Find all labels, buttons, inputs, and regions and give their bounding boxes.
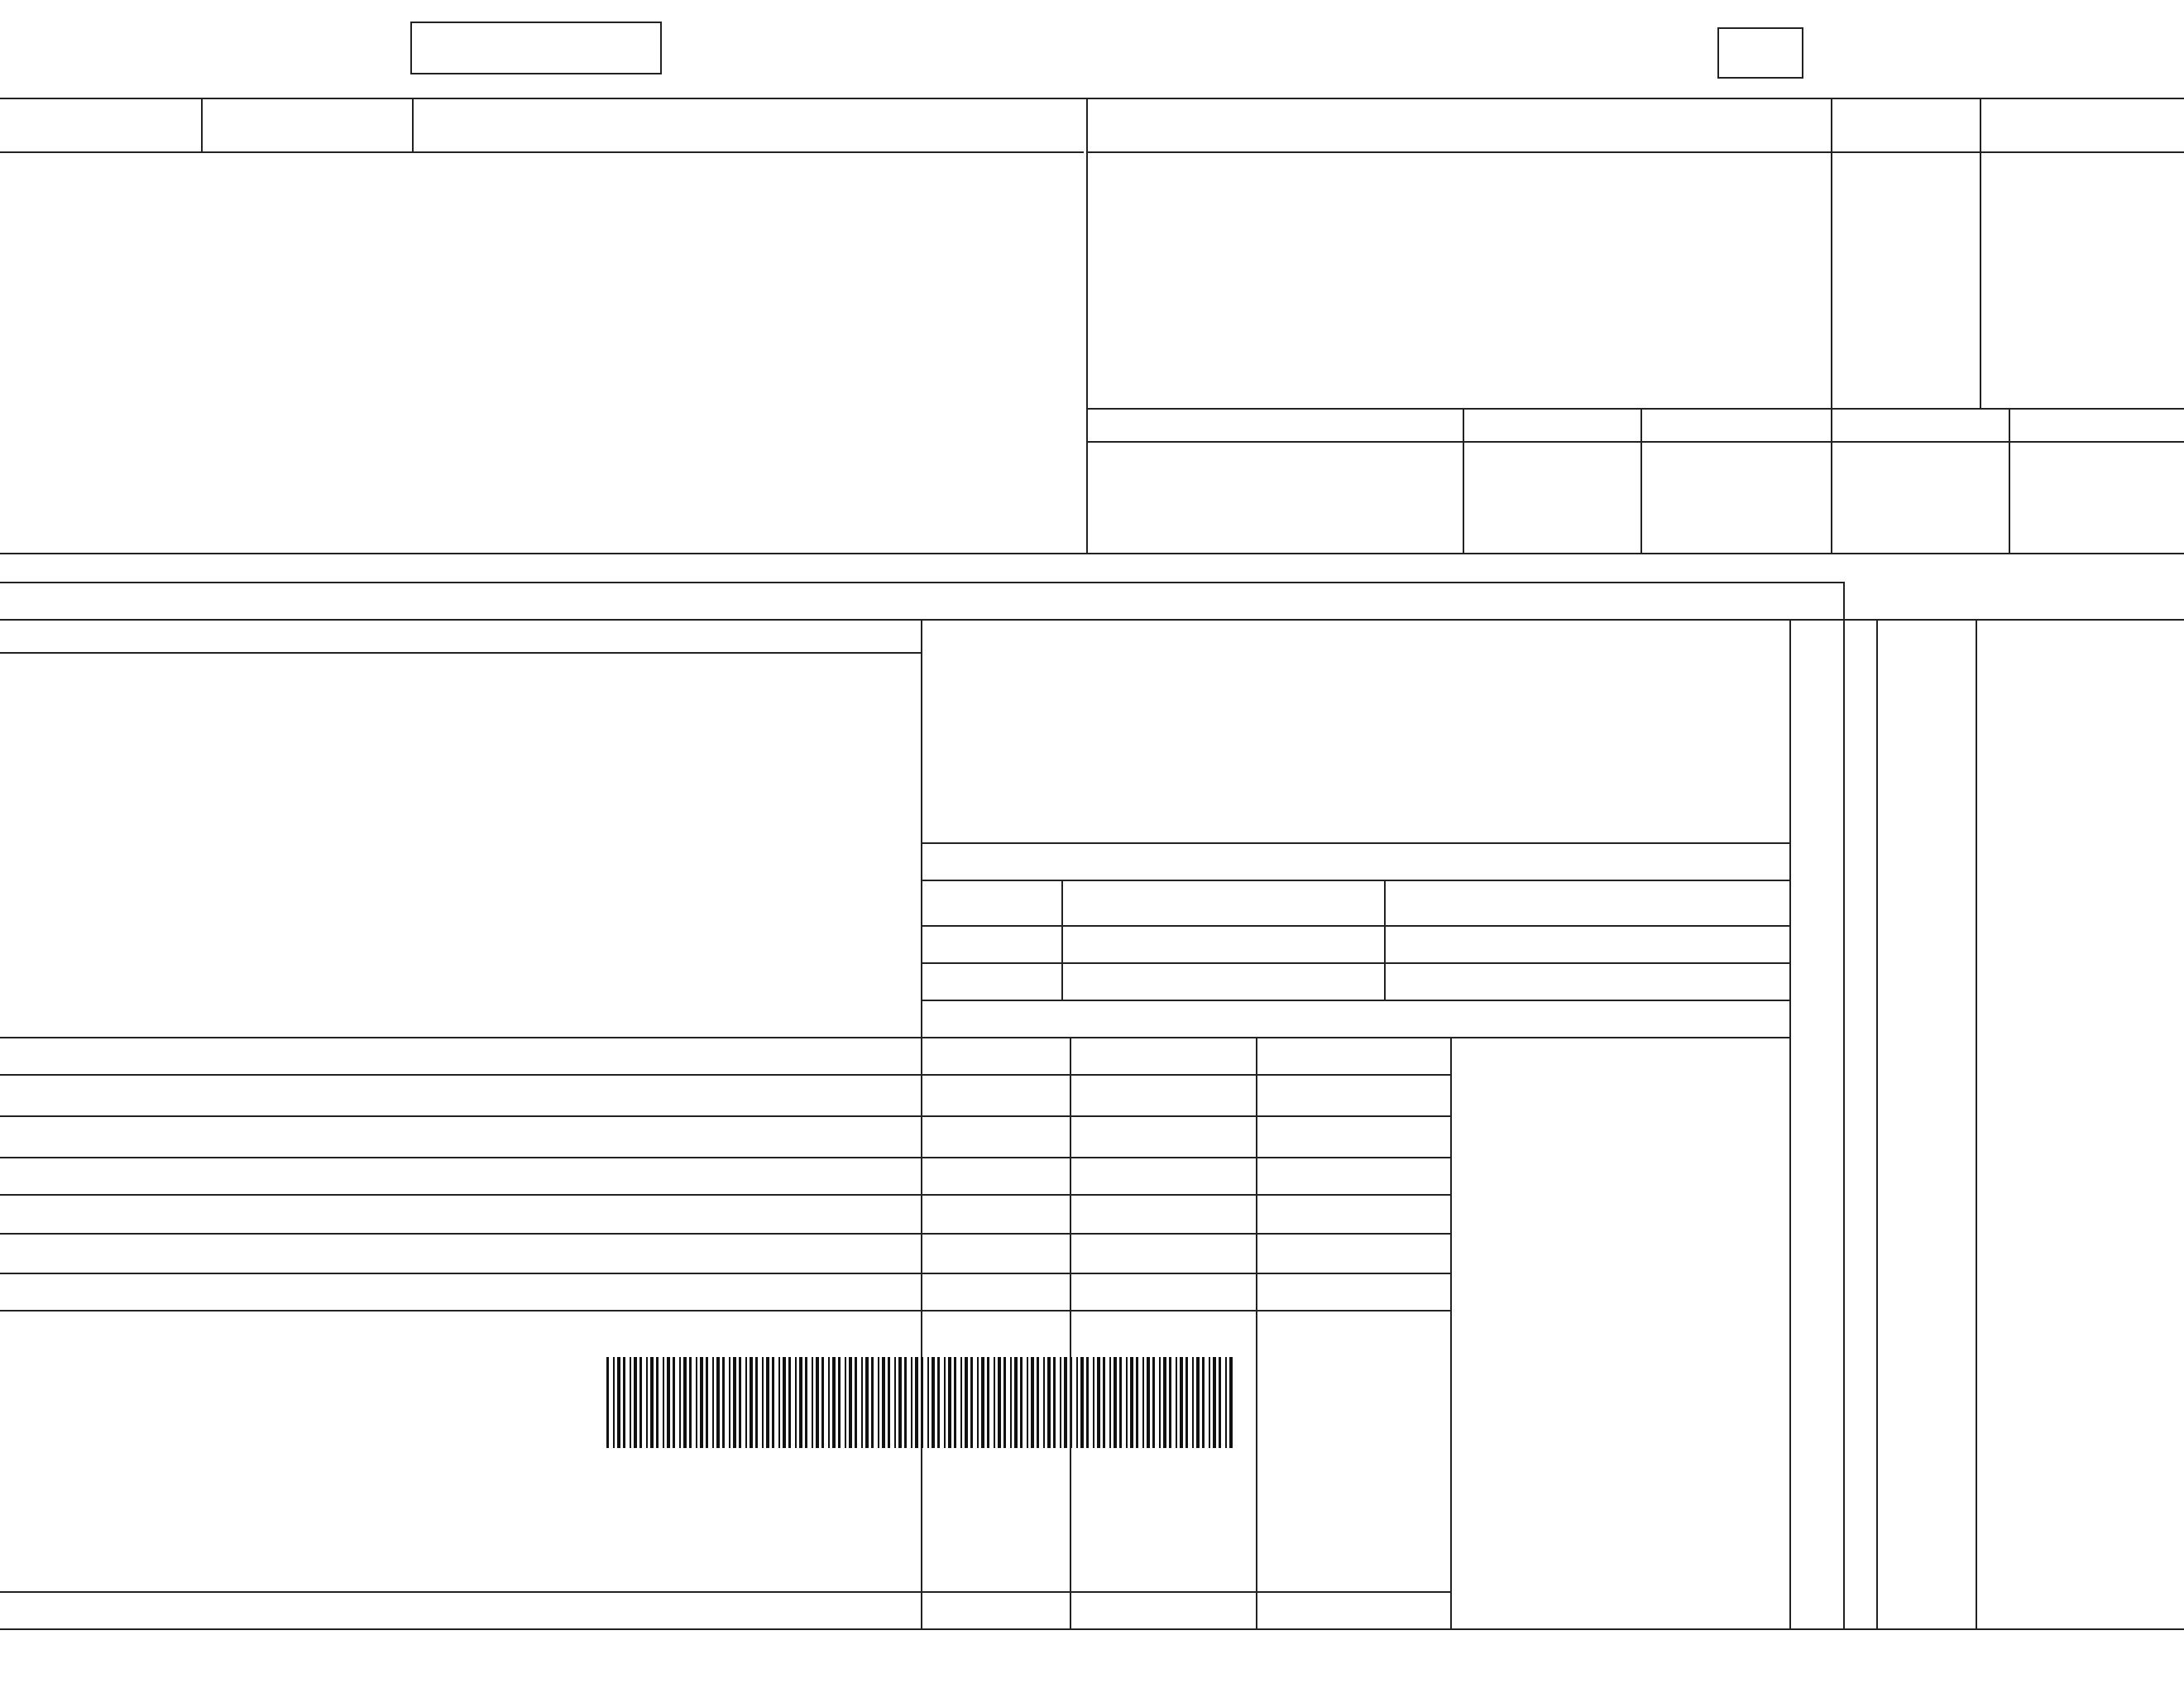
parcel-barcode <box>604 1357 1233 1448</box>
boxed-number <box>1717 27 1803 79</box>
card-of-box <box>410 22 662 74</box>
